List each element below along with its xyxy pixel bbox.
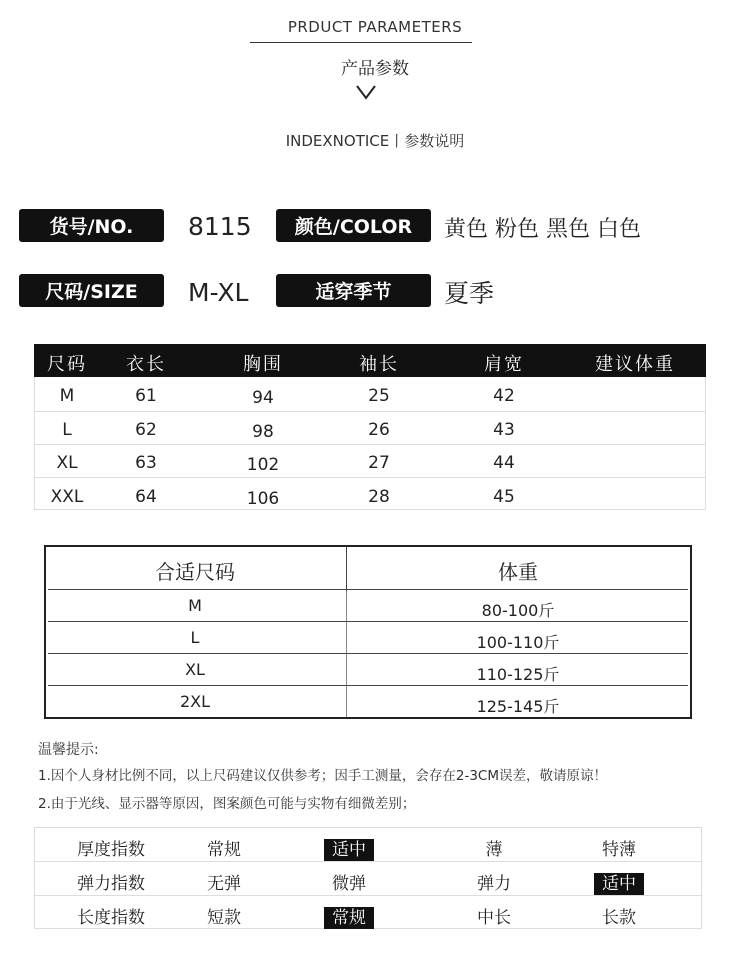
index-option-cell bbox=[434, 903, 554, 928]
weight-table-header-cell: 合适尺码 bbox=[155, 560, 235, 584]
header-divider bbox=[250, 42, 472, 43]
weight-table-cell: 80-100斤 bbox=[481, 601, 555, 620]
weight-table-cell: 110-125斤 bbox=[476, 665, 560, 684]
size-table-cell: XXL bbox=[50, 486, 84, 507]
size-table-cell: 25 bbox=[368, 386, 390, 406]
weight-table-cell: 2XL bbox=[179, 692, 211, 711]
index-option: 特薄 bbox=[602, 840, 636, 860]
header-title: PRDUCT PARAMETERS bbox=[287, 18, 463, 36]
size-table-header-cell: 尺码 bbox=[47, 354, 87, 375]
index-option: 常规 bbox=[207, 840, 241, 860]
size-table-header-cell: 袖长 bbox=[359, 354, 399, 375]
size-table-cell: L bbox=[62, 419, 72, 440]
index-option: 薄 bbox=[485, 840, 503, 860]
index-option-cell bbox=[289, 835, 409, 860]
notes-title: 温馨提示: bbox=[38, 742, 99, 758]
weight-table-cell: L bbox=[190, 628, 200, 647]
index-option-cell bbox=[164, 869, 284, 894]
index-option-cell bbox=[559, 835, 679, 860]
season-label: 适穿季节 bbox=[276, 274, 431, 307]
size-table-cell: 28 bbox=[368, 486, 390, 507]
no-label: 货号/NO. bbox=[19, 209, 164, 242]
index-row-name: 长度指数 bbox=[77, 908, 145, 928]
index-option: 长款 bbox=[602, 908, 636, 928]
size-table-cell: M bbox=[59, 386, 75, 406]
index-option-cell bbox=[434, 835, 554, 860]
index-option: 中长 bbox=[477, 908, 511, 928]
size-table-cell: 45 bbox=[493, 486, 515, 507]
no-value: 8115 bbox=[188, 211, 252, 241]
index-option-cell bbox=[434, 869, 554, 894]
size-table-cell: 102 bbox=[246, 455, 280, 475]
index-option-selected: 适中 bbox=[594, 873, 644, 895]
notes-line2: 2.由于光线、显示器等原因，图案颜色可能与实物有细微差别； bbox=[38, 796, 416, 812]
index-option-cell bbox=[164, 835, 284, 860]
index-option-selected: 常规 bbox=[324, 907, 374, 929]
header-subtitle: 产品参数 bbox=[341, 59, 409, 79]
size-table-cell: 94 bbox=[252, 388, 274, 408]
size-table-cell: 98 bbox=[252, 421, 274, 442]
weight-table-header-cell: 体重 bbox=[498, 560, 538, 584]
chevron-down-icon bbox=[355, 84, 377, 100]
size-table-cell: 64 bbox=[135, 486, 157, 507]
size-table-header-cell: 衣长 bbox=[126, 354, 166, 375]
weight-table-cell: XL bbox=[185, 660, 205, 679]
season-value: 夏季 bbox=[444, 279, 495, 308]
index-option-cell bbox=[289, 869, 409, 894]
index-option-cell bbox=[164, 903, 284, 928]
index-option-cell bbox=[559, 869, 679, 894]
index-option: 微弹 bbox=[332, 874, 366, 894]
size-table-header-cell: 肩宽 bbox=[484, 354, 524, 375]
index-option: 无弹 bbox=[207, 874, 241, 894]
size-table-cell: 106 bbox=[246, 488, 280, 509]
size-table-cell: 61 bbox=[135, 386, 157, 406]
index-option-selected: 适中 bbox=[324, 839, 374, 861]
notes-line1: 1.因个人身材比例不同，以上尺码建议仅供参考；因手工测量，会存在2-3CM误差，敬请原谅！ bbox=[38, 768, 608, 784]
index-option: 短款 bbox=[207, 908, 241, 928]
weight-table-cell: 125-145斤 bbox=[476, 697, 560, 716]
weight-table-cell: M bbox=[188, 596, 202, 615]
color-value: 黄色 粉色 黑色 白色 bbox=[444, 216, 641, 242]
index-option-cell bbox=[559, 903, 679, 928]
color-label: 颜色/COLOR bbox=[276, 209, 431, 242]
size-table-cell: 27 bbox=[368, 453, 390, 473]
size-table-header-cell: 胸围 bbox=[243, 354, 283, 375]
size-table-cell: XL bbox=[56, 453, 78, 473]
size-label: 尺码/SIZE bbox=[19, 274, 164, 307]
weight-table-cell: 100-110斤 bbox=[476, 633, 560, 652]
index-notice: INDEXNOTICE丨参数说明 bbox=[285, 132, 465, 150]
size-table-cell: 44 bbox=[493, 453, 515, 473]
index-option-cell bbox=[289, 903, 409, 928]
size-table-cell: 63 bbox=[135, 453, 157, 473]
size-value: M-XL bbox=[188, 277, 249, 307]
size-table-header-cell: 建议体重 bbox=[595, 354, 675, 375]
index-option: 弹力 bbox=[477, 874, 511, 894]
size-table-cell: 26 bbox=[368, 419, 390, 440]
size-table-cell: 43 bbox=[493, 419, 515, 440]
size-table-cell: 62 bbox=[135, 419, 157, 440]
index-row-name: 弹力指数 bbox=[77, 874, 145, 894]
index-row-name: 厚度指数 bbox=[77, 840, 145, 860]
size-table-cell: 42 bbox=[493, 386, 515, 406]
